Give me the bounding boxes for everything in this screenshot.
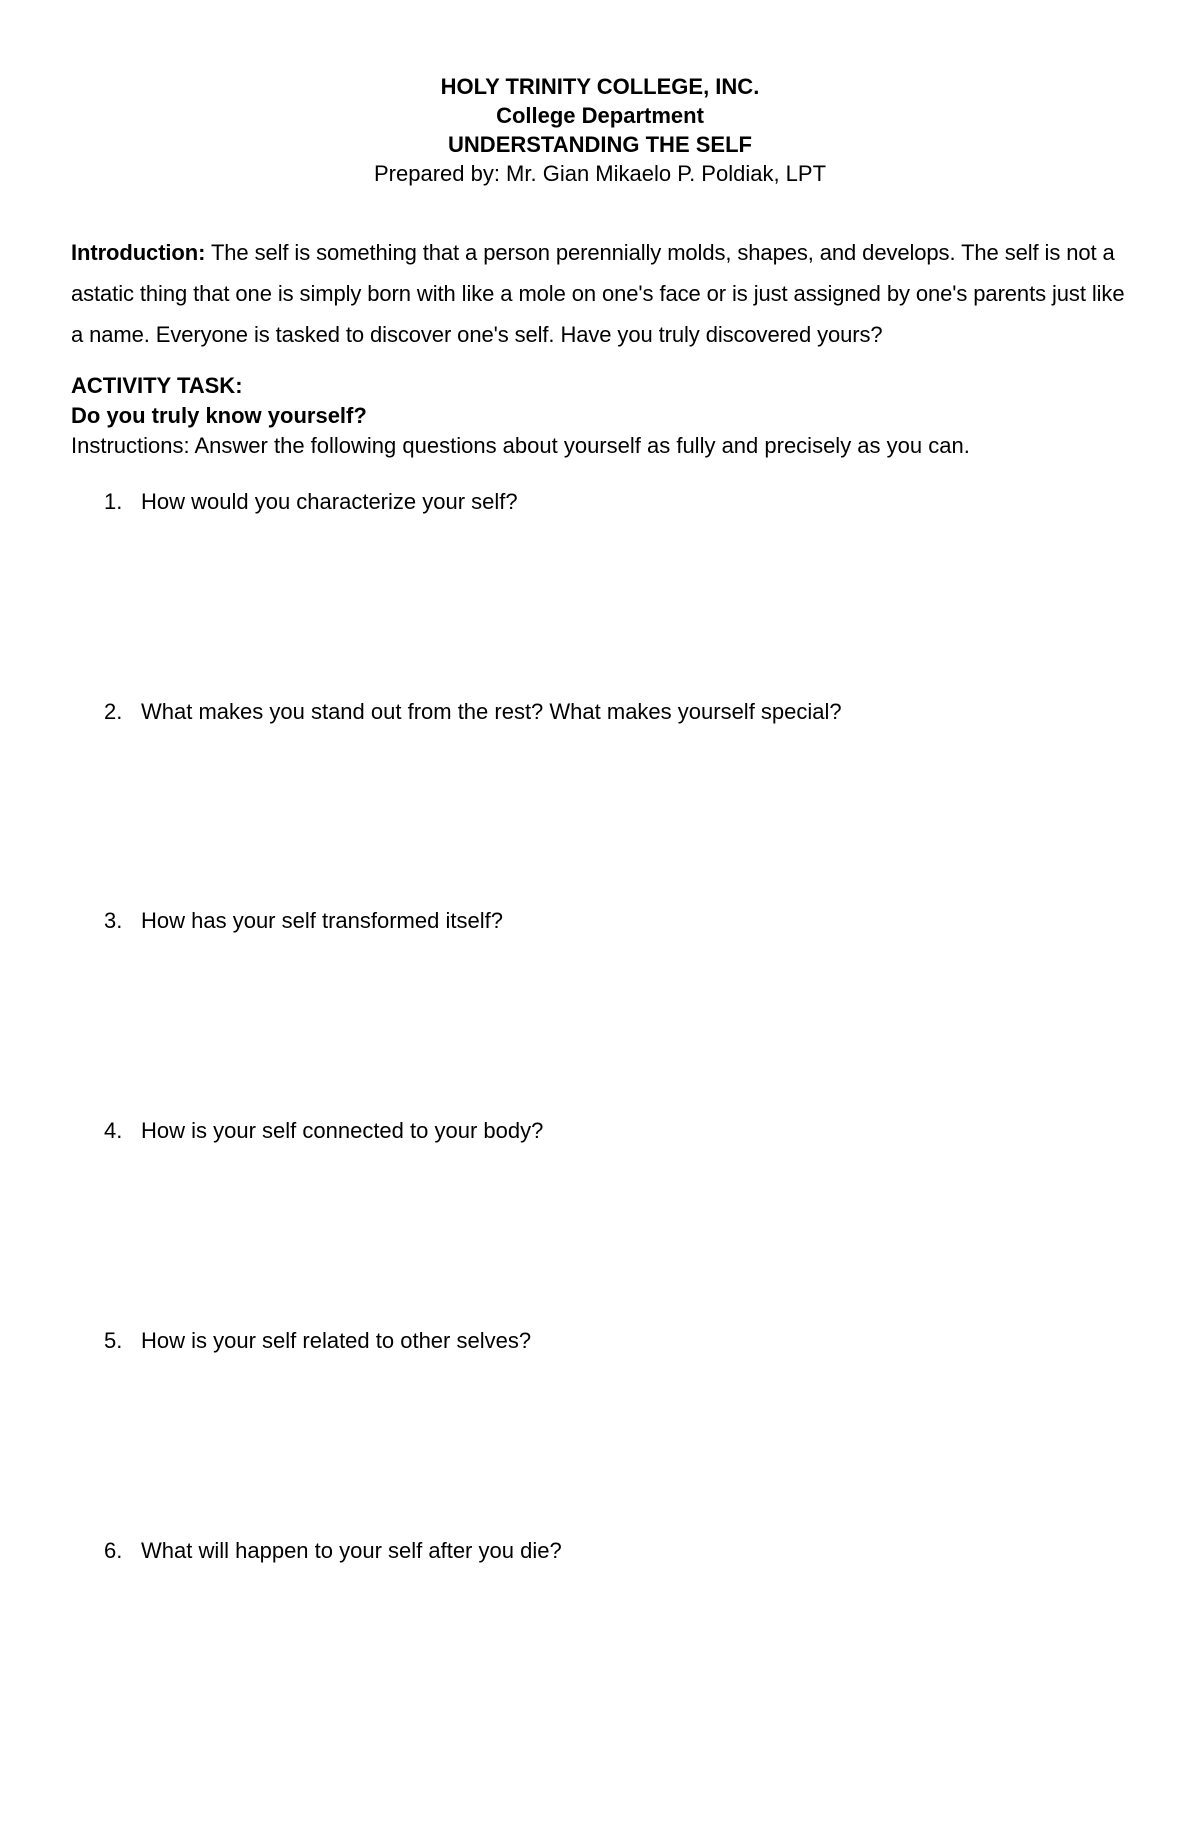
question-text: How has your self transformed itself? <box>141 908 503 933</box>
question-item <box>104 1116 543 1146</box>
document-header <box>0 72 1200 188</box>
introduction-label: Introduction: <box>71 240 206 265</box>
department-name: College Department <box>496 103 704 128</box>
question-number: 3. <box>104 908 123 933</box>
question-number: 5. <box>104 1328 123 1353</box>
course-title: UNDERSTANDING THE SELF <box>448 132 752 157</box>
question-number: 4. <box>104 1118 123 1143</box>
activity-title: ACTIVITY TASK: <box>71 373 243 398</box>
question-text: What will happen to your self after you die? <box>141 1538 562 1563</box>
question-number: 2. <box>104 699 123 724</box>
question-text: What makes you stand out from the rest? What makes yourself special? <box>141 699 842 724</box>
introduction-paragraph <box>71 232 1131 355</box>
prepared-by: Prepared by: Mr. Gian Mikaelo P. Poldiak, LPT <box>373 161 827 186</box>
question-text: How is your self connected to your body? <box>141 1118 544 1143</box>
question-item <box>104 1536 562 1566</box>
question-item <box>104 487 518 517</box>
question-item <box>104 697 842 727</box>
question-text: How would you characterize your self? <box>141 489 518 514</box>
question-item <box>104 1326 531 1356</box>
question-item <box>104 906 503 936</box>
institution-name: HOLY TRINITY COLLEGE, INC. <box>440 74 760 99</box>
activity-instructions: Instructions: Answer the following questions about yourself as fully and precisely as you can. <box>71 433 970 458</box>
question-text: How is your self related to other selves? <box>141 1328 532 1353</box>
activity-subtitle: Do you truly know yourself? <box>71 403 367 428</box>
activity-section <box>71 371 1151 461</box>
introduction-text: The self is something that a person perennially molds, shapes, and develops. The self is not a astatic thing that one is simply born with like a mole on one's face or is just assigned by one's parents just like a name. Everyone is tasked to discover one's self. Have you truly discovered yours? <box>71 240 1125 347</box>
question-number: 6. <box>104 1538 123 1563</box>
question-number: 1. <box>104 489 123 514</box>
